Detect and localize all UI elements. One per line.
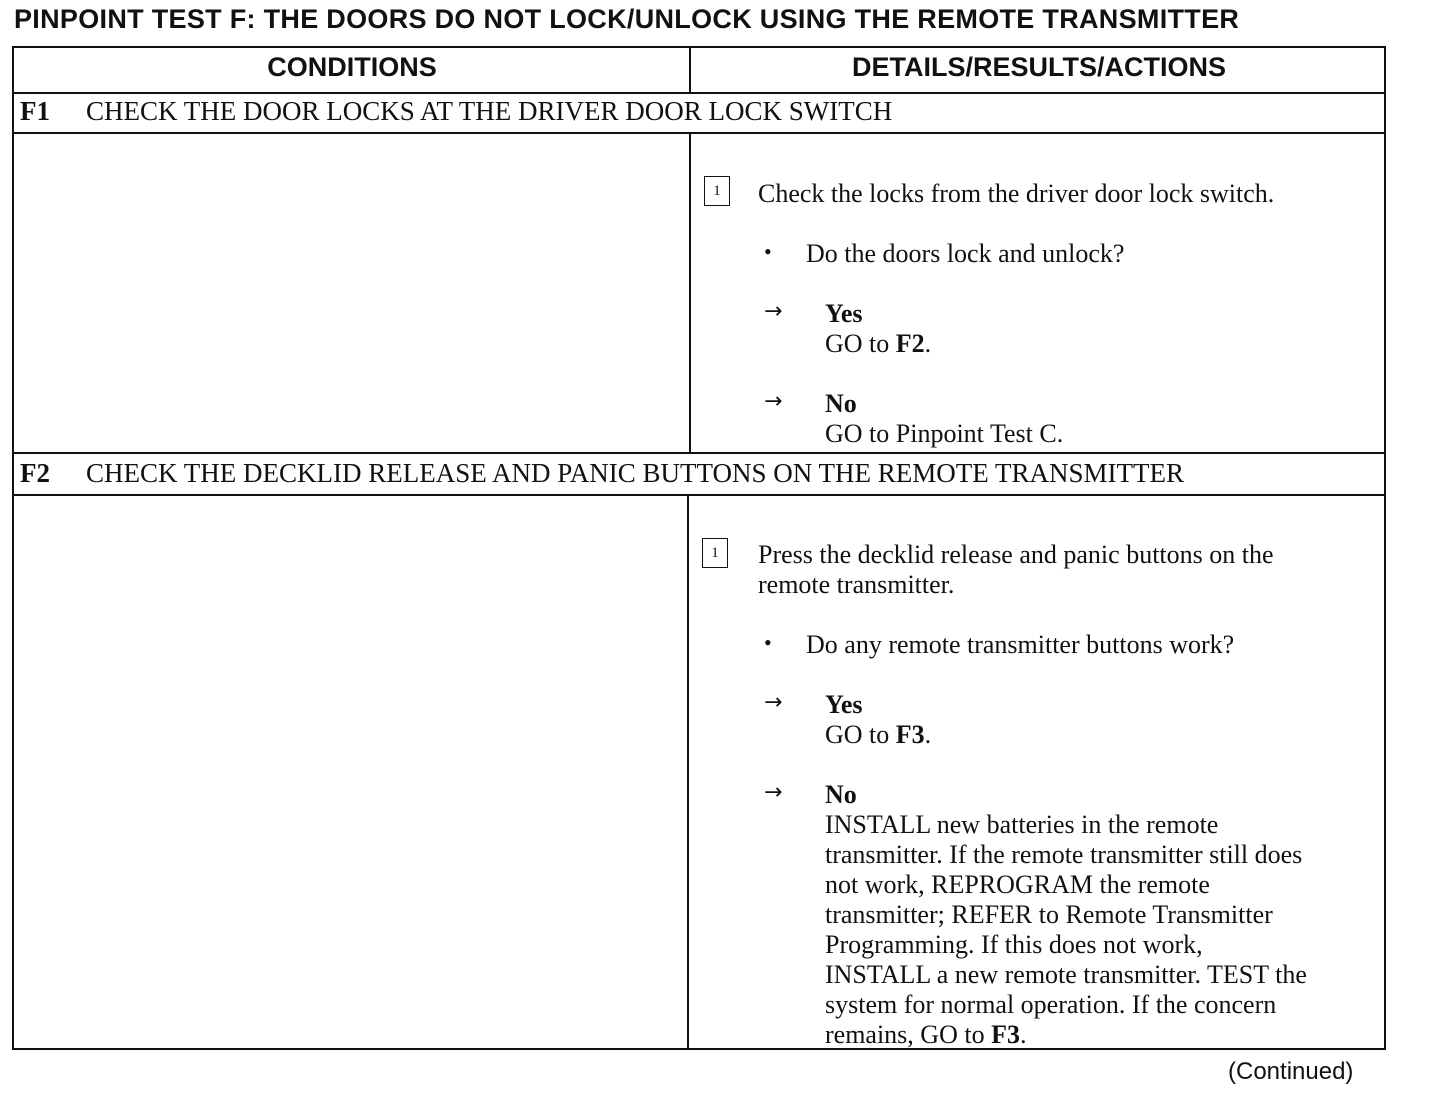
f1-yes-action: GO to F2. bbox=[825, 329, 932, 358]
f2-heading-divider bbox=[14, 494, 1384, 496]
f1-yes-arrow-icon: → bbox=[764, 299, 783, 324]
continued-note: (Continued) bbox=[1228, 1058, 1354, 1085]
f2-yes-action: GO to F3. bbox=[825, 720, 932, 749]
section-f1-title: CHECK THE DOOR LOCKS AT THE DRIVER DOOR LOCK SWITCH bbox=[86, 96, 893, 126]
f1-no-label: No bbox=[825, 389, 857, 418]
section-f2-title: CHECK THE DECKLID RELEASE AND PANIC BUTTONS ON THE REMOTE TRANSMITTER bbox=[86, 458, 1185, 488]
details-column-header: DETAILS/RESULTS/ACTIONS bbox=[851, 52, 1226, 82]
page-title: PINPOINT TEST F: THE DOORS DO NOT LOCK/UNLOCK USING THE REMOTE TRANSMITTER bbox=[14, 4, 1240, 34]
header-divider bbox=[14, 92, 1384, 94]
f1-step-number-box: 1 bbox=[704, 176, 730, 206]
f1-yes-action-ref: F2 bbox=[895, 329, 925, 358]
header-column-divider bbox=[689, 48, 691, 92]
f2-yes-arrow-icon: → bbox=[764, 690, 783, 715]
f2-question: Do any remote transmitter buttons work? bbox=[806, 630, 1235, 659]
f2-no-arrow-icon: → bbox=[764, 780, 783, 805]
f2-section-divider bbox=[14, 452, 1384, 454]
f1-no-action: GO to Pinpoint Test C. bbox=[825, 419, 1064, 448]
f1-column-divider bbox=[689, 132, 691, 452]
section-f1-id: F1 bbox=[20, 96, 50, 126]
f1-yes-label: Yes bbox=[825, 299, 863, 328]
f1-no-arrow-icon: → bbox=[764, 389, 783, 414]
f2-step-number-box: 1 bbox=[702, 538, 728, 568]
f2-no-label: No bbox=[825, 780, 857, 809]
f1-bullet-icon: • bbox=[764, 239, 772, 264]
pinpoint-table bbox=[12, 46, 1386, 1050]
f2-yes-action-ref: F3 bbox=[895, 720, 925, 749]
conditions-column-header: CONDITIONS bbox=[267, 52, 437, 82]
f2-no-action-ref: F3 bbox=[991, 1020, 1020, 1049]
f2-column-divider bbox=[687, 494, 689, 1050]
f1-step-text: Check the locks from the driver door lock switch. bbox=[758, 179, 1275, 208]
f2-yes-label: Yes bbox=[825, 690, 863, 719]
f2-step-text: Press the decklid release and panic buttons on the remote transmitter. bbox=[758, 540, 1274, 599]
section-f2-heading bbox=[20, 458, 1184, 489]
f1-heading-divider bbox=[14, 132, 1384, 134]
f1-question: Do the doors lock and unlock? bbox=[806, 239, 1125, 268]
section-f2-id: F2 bbox=[20, 458, 50, 488]
f2-bullet-icon: • bbox=[764, 630, 772, 655]
f2-no-action: INSTALL new batteries in the remote transmitter. If the remote transmitter still does not work, REPROGRAM the remote transmitter; REFER to Remote Transmitter Programming. If this does not work, INSTALL a new remote transmitter. TEST the system for normal operation. If the concern remains, GO to F3. bbox=[825, 810, 1307, 1049]
section-f1-heading bbox=[20, 96, 892, 127]
